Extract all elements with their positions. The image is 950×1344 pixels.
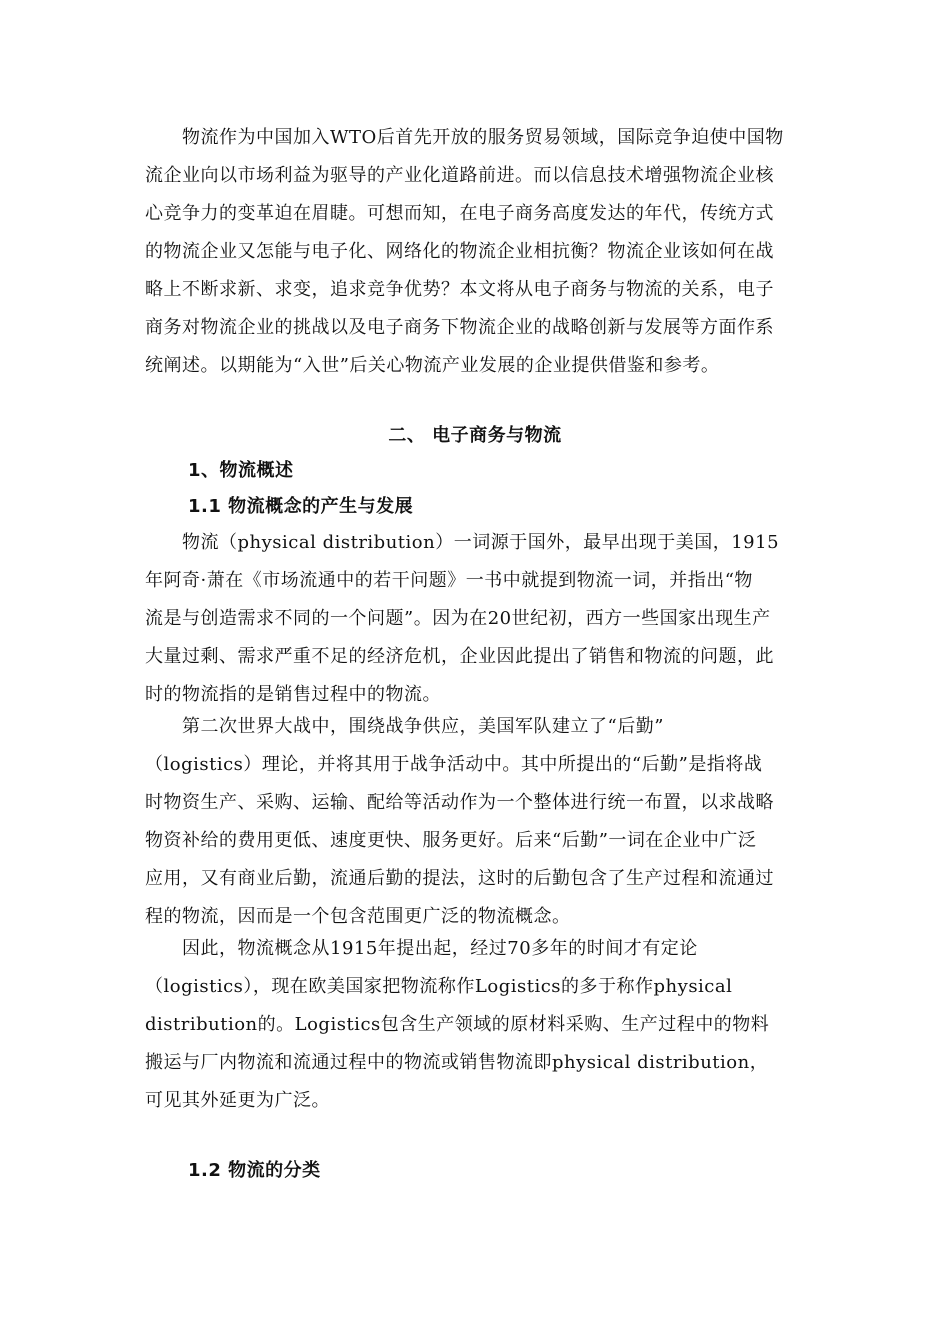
paragraph-line: 因此，物流概念从1915年提出起，经过70多年的时间才有定论 [182, 938, 698, 959]
subsection-heading: 1.2 物流的分类 [188, 1160, 321, 1181]
paragraph-line: 时的物流指的是销售过程中的物流。 [145, 684, 441, 705]
paragraph-line: 的物流企业又怎能与电子化、网络化的物流企业相抗衡？物流企业该如何在战 [145, 241, 774, 262]
paragraph-line: 统阐述。以期能为“入世”后关心物流产业发展的企业提供借鉴和参考。 [145, 355, 720, 376]
paragraph-line: 物资补给的费用更低、速度更快、服务更好。后来“后勤”一词在企业中广泛 [145, 830, 757, 851]
paragraph-line: 第二次世界大战中，围绕战争供应，美国军队建立了“后勤” [182, 716, 664, 737]
paragraph-line: 流企业向以市场利益为驱导的产业化道路前进。而以信息技术增强物流企业核 [145, 165, 774, 186]
paragraph-line: 流是与创造需求不同的一个问题”。因为在20世纪初，西方一些国家出现生产 [145, 608, 771, 629]
paragraph-line: 搬运与厂内物流和流通过程中的物流或销售物流即physical distribution， [145, 1052, 769, 1073]
paragraph-line: 物流作为中国加入WTO后首先开放的服务贸易领域，国际竞争迫使中国物 [182, 127, 784, 148]
paragraph-line: 时物资生产、采购、运输、配给等活动作为一个整体进行统一布置，以求战略 [145, 792, 774, 813]
paragraph-line: 程的物流，因而是一个包含范围更广泛的物流概念。 [145, 906, 571, 927]
paragraph-line: 年阿奇·萧在《市场流通中的若干问题》一书中就提到物流一词，并指出“物 [145, 570, 753, 591]
paragraph-line: 物流（physical distribution）一词源于国外，最早出现于美国，1915 [182, 532, 780, 553]
paragraph-line: 应用，又有商业后勤，流通后勤的提法，这时的后勤包含了生产过程和流通过 [145, 868, 774, 889]
paragraph-line: 心竞争力的变革迫在眉睫。可想而知，在电子商务高度发达的年代，传统方式 [145, 203, 774, 224]
paragraph-line: 商务对物流企业的挑战以及电子商务下物流企业的战略创新与发展等方面作系 [145, 317, 774, 338]
paragraph-line: distribution的。Logistics包含生产领域的原材料采购、生产过程中的物料 [145, 1014, 770, 1035]
paragraph-line: 略上不断求新、求变，追求竞争优势？本文将从电子商务与物流的关系，电子 [145, 279, 774, 300]
paragraph-line: 可见其外延更为广泛。 [145, 1090, 330, 1111]
paragraph-line: （logistics），现在欧美国家把物流称作Logistics的多于称作physical [145, 976, 733, 997]
paragraph-line: （logistics）理论，并将其用于战争活动中。其中所提出的“后勤”是指将战 [145, 754, 763, 775]
subsection-heading: 1.1 物流概念的产生与发展 [188, 496, 414, 517]
section-title: 二、 电子商务与物流 [388, 425, 562, 446]
paragraph-line: 大量过剩、需求严重不足的经济危机，企业因此提出了销售和物流的问题，此 [145, 646, 774, 667]
subsection-heading: 1、物流概述 [188, 460, 294, 481]
